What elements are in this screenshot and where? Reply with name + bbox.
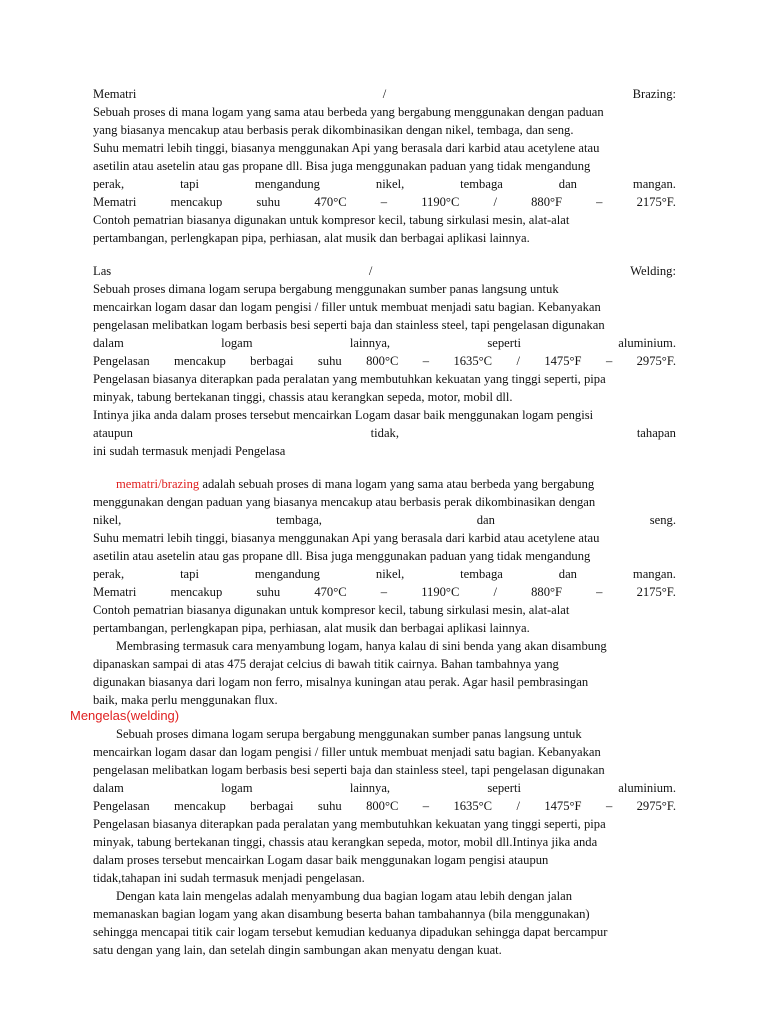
body-line: minyak, tabung bertekanan tinggi, chassis atau kerangkan sepeda, motor, mobil dll. bbox=[93, 390, 513, 404]
heading-word: / bbox=[368, 264, 373, 278]
word: 1190°C bbox=[421, 195, 460, 209]
word: 470°C bbox=[314, 195, 347, 209]
word: – bbox=[380, 585, 388, 599]
word: 2975°F. bbox=[636, 799, 676, 813]
word: mangan. bbox=[632, 177, 676, 191]
body-line: mencairkan logam dasar dan logam pengisi / filler untuk membuat menjadi satu bagian. Kebanyakan bbox=[93, 745, 601, 759]
word: nikel, bbox=[375, 567, 405, 581]
first-line-rest: adalah sebuah proses di mana logam yang sama atau berbeda yang bergabung bbox=[199, 477, 595, 491]
word: aluminium. bbox=[618, 781, 676, 795]
body-line: digunakan biasanya dari logam non ferro, misalnya kuningan atau perak. Agar hasil pembrasingan bbox=[93, 675, 589, 689]
word: – bbox=[596, 585, 603, 599]
body-line: yang biasanya mencakup atau berbasis perak dikombinasikan dengan nikel, tembaga, dan seng. bbox=[93, 123, 574, 137]
word: – bbox=[422, 354, 430, 368]
word: – bbox=[422, 799, 430, 813]
body-line: memanaskan bagian logam yang akan disambung beserta bahan tambahannya (bila menggunakan) bbox=[93, 907, 590, 921]
body-line: dipanaskan sampai di atas 475 derajat celcius di bawah titik cairnya. Bahan tambahnya yang bbox=[93, 657, 559, 671]
body-line: Sebuah proses dimana logam serupa bergabung menggunakan sumber panas langsung untuk bbox=[116, 727, 582, 741]
word: logam bbox=[221, 781, 253, 795]
body-line: Membrasing termasuk cara menyambung logam, hanya kalau di sini benda yang akan disambung bbox=[116, 639, 607, 653]
word: Pengelasan bbox=[93, 799, 150, 813]
body-line: satu dengan yang lain, dan setelah dingin sambungan akan menyatu dengan kuat. bbox=[93, 943, 502, 957]
brazing-heading bbox=[93, 86, 676, 102]
body-line: Sebuah proses dimana logam serupa bergabung menggunakan sumber panas langsung untuk bbox=[93, 282, 559, 296]
word: 470°C bbox=[314, 585, 347, 599]
word: mencakup bbox=[174, 354, 226, 368]
word: / bbox=[516, 799, 520, 813]
word: seng. bbox=[649, 513, 676, 527]
word: perak, bbox=[93, 567, 125, 581]
body-line: Sebuah proses di mana logam yang sama atau berbeda yang bergabung menggunakan dengan paduan bbox=[93, 105, 604, 119]
word: logam bbox=[221, 336, 253, 350]
heading-word: / bbox=[382, 87, 387, 101]
body-line: Suhu mematri lebih tinggi, biasanya menggunakan Api yang berasala dari karbid atau acetylene atau bbox=[93, 531, 600, 545]
word: 1635°C bbox=[453, 799, 493, 813]
body-line: Contoh pematrian biasanya digunakan untuk kompresor kecil, tabung sirkulasi mesin, alat-alat bbox=[93, 603, 570, 617]
brazing-term: mematri/brazing bbox=[116, 477, 200, 491]
body-line: minyak, tabung bertekanan tinggi, chassis atau kerangkan sepeda, motor, mobil dll.Intinya jika anda bbox=[93, 835, 598, 849]
word: 1635°C bbox=[453, 354, 493, 368]
temperature-line bbox=[93, 353, 676, 369]
body-line: menggunakan dengan paduan yang biasanya mencakup atau berbasis perak dikombinasikan dengan bbox=[93, 495, 596, 509]
body-line: Suhu mematri lebih tinggi, biasanya menggunakan Api yang berasala dari karbid atau acetylene atau bbox=[93, 141, 600, 155]
justified-line bbox=[93, 512, 676, 528]
body-line: pengelasan melibatkan logam berbasis besi seperti baja dan stainless steel, tapi pengelasan digunakan bbox=[93, 763, 605, 777]
word: nikel, bbox=[375, 177, 405, 191]
word: 1475°F bbox=[544, 799, 582, 813]
temperature-line bbox=[93, 584, 676, 600]
word: Mematri bbox=[93, 195, 137, 209]
word: lainnya, bbox=[349, 781, 391, 795]
word: seperti bbox=[487, 781, 521, 795]
word: 800°C bbox=[366, 354, 399, 368]
heading-word: Welding: bbox=[630, 264, 676, 278]
word: Mematri bbox=[93, 585, 137, 599]
heading-word: Brazing: bbox=[632, 87, 676, 101]
justified-line bbox=[93, 425, 676, 441]
word: 2975°F. bbox=[636, 354, 676, 368]
word: / bbox=[493, 585, 497, 599]
word: tembaga bbox=[460, 567, 503, 581]
word: – bbox=[605, 799, 613, 813]
word: 880°F bbox=[531, 585, 563, 599]
word: tahapan bbox=[636, 426, 676, 440]
word: lainnya, bbox=[349, 336, 391, 350]
word: tidak, bbox=[370, 426, 400, 440]
word: berbagai bbox=[250, 799, 294, 813]
word: mencakup bbox=[170, 195, 223, 209]
word: tapi bbox=[180, 177, 199, 191]
temperature-line bbox=[93, 194, 676, 210]
word: mengandung bbox=[254, 177, 320, 191]
word: seperti bbox=[487, 336, 521, 350]
welding-detail-heading: Mengelas(welding) bbox=[70, 708, 180, 723]
body-line: baik, maka perlu menggunakan flux. bbox=[93, 693, 278, 707]
brazing-detail-first-line bbox=[116, 476, 594, 492]
body-line: Dengan kata lain mengelas adalah menyambung dua bagian logam atau lebih dengan jalan bbox=[116, 889, 573, 903]
word: suhu bbox=[256, 195, 281, 209]
heading-word: Mematri bbox=[93, 87, 137, 101]
word: dan bbox=[476, 513, 495, 527]
word: 1475°F bbox=[544, 354, 582, 368]
heading-word: Las bbox=[93, 264, 112, 278]
word: – bbox=[596, 195, 603, 209]
body-line: pertambangan, perlengkapan pipa, perhiasan, alat musik dan berbagai aplikasi lainnya. bbox=[93, 621, 530, 635]
word: berbagai bbox=[250, 354, 294, 368]
body-line: asetilin atau asetelin atau gas propane dll. Bisa juga menggunakan paduan yang tidak mengandung bbox=[93, 159, 591, 173]
word: / bbox=[516, 354, 520, 368]
body-line: dalam proses tersebut mencairkan Logam dasar baik menggunakan logam pengisi ataupun bbox=[93, 853, 549, 867]
word: ataupun bbox=[93, 426, 133, 440]
body-line: sehingga mencapai titik cair logam tersebut kemudian keduanya dipadukan sehingga dapat bercampur bbox=[93, 925, 608, 939]
body-line: asetilin atau asetelin atau gas propane dll. Bisa juga menggunakan paduan yang tidak mengandung bbox=[93, 549, 591, 563]
body-line: Pengelasan biasanya diterapkan pada peralatan yang membutuhkan kekuatan yang tinggi seperti, pipa bbox=[93, 372, 606, 386]
justified-line bbox=[93, 566, 676, 582]
word: / bbox=[493, 195, 497, 209]
word: dan bbox=[558, 177, 577, 191]
word: tembaga, bbox=[276, 513, 322, 527]
word: suhu bbox=[256, 585, 281, 599]
word: nikel, bbox=[93, 513, 122, 527]
word: 800°C bbox=[366, 799, 399, 813]
word: dan bbox=[558, 567, 577, 581]
word: mangan. bbox=[632, 567, 676, 581]
word: dalam bbox=[93, 781, 124, 795]
word: – bbox=[605, 354, 613, 368]
word: aluminium. bbox=[618, 336, 676, 350]
justified-line bbox=[93, 335, 676, 351]
body-line: tidak,tahapan ini sudah termasuk menjadi pengelasan. bbox=[93, 871, 365, 885]
justified-line bbox=[93, 780, 676, 796]
body-line: Intinya jika anda dalam proses tersebut mencairkan Logam dasar baik menggunakan logam pengisi bbox=[93, 408, 594, 422]
word: tembaga bbox=[460, 177, 503, 191]
body-line: ini sudah termasuk menjadi Pengelasa bbox=[93, 444, 286, 458]
word: 2175°F. bbox=[636, 195, 676, 209]
word: 1190°C bbox=[421, 585, 460, 599]
body-line: Contoh pematrian biasanya digunakan untuk kompresor kecil, tabung sirkulasi mesin, alat-alat bbox=[93, 213, 570, 227]
word: mencakup bbox=[174, 799, 226, 813]
word: mencakup bbox=[170, 585, 223, 599]
body-line: pengelasan melibatkan logam berbasis besi seperti baja dan stainless steel, tapi pengelasan digunakan bbox=[93, 318, 605, 332]
body-line: mencairkan logam dasar dan logam pengisi / filler untuk membuat menjadi satu bagian. Kebanyakan bbox=[93, 300, 601, 314]
justified-line bbox=[93, 176, 676, 192]
body-line: Pengelasan biasanya diterapkan pada peralatan yang membutuhkan kekuatan yang tinggi seperti, pipa bbox=[93, 817, 606, 831]
word: 880°F bbox=[531, 195, 563, 209]
word: 2175°F. bbox=[636, 585, 676, 599]
word: suhu bbox=[317, 354, 342, 368]
body-line: pertambangan, perlengkapan pipa, perhiasan, alat musik dan berbagai aplikasi lainnya. bbox=[93, 231, 530, 245]
welding-heading bbox=[93, 263, 676, 279]
word: dalam bbox=[93, 336, 124, 350]
word: – bbox=[380, 195, 388, 209]
temperature-line bbox=[93, 798, 676, 814]
word: perak, bbox=[93, 177, 125, 191]
word: tapi bbox=[180, 567, 199, 581]
word: Pengelasan bbox=[93, 354, 150, 368]
word: mengandung bbox=[254, 567, 320, 581]
word: suhu bbox=[317, 799, 342, 813]
